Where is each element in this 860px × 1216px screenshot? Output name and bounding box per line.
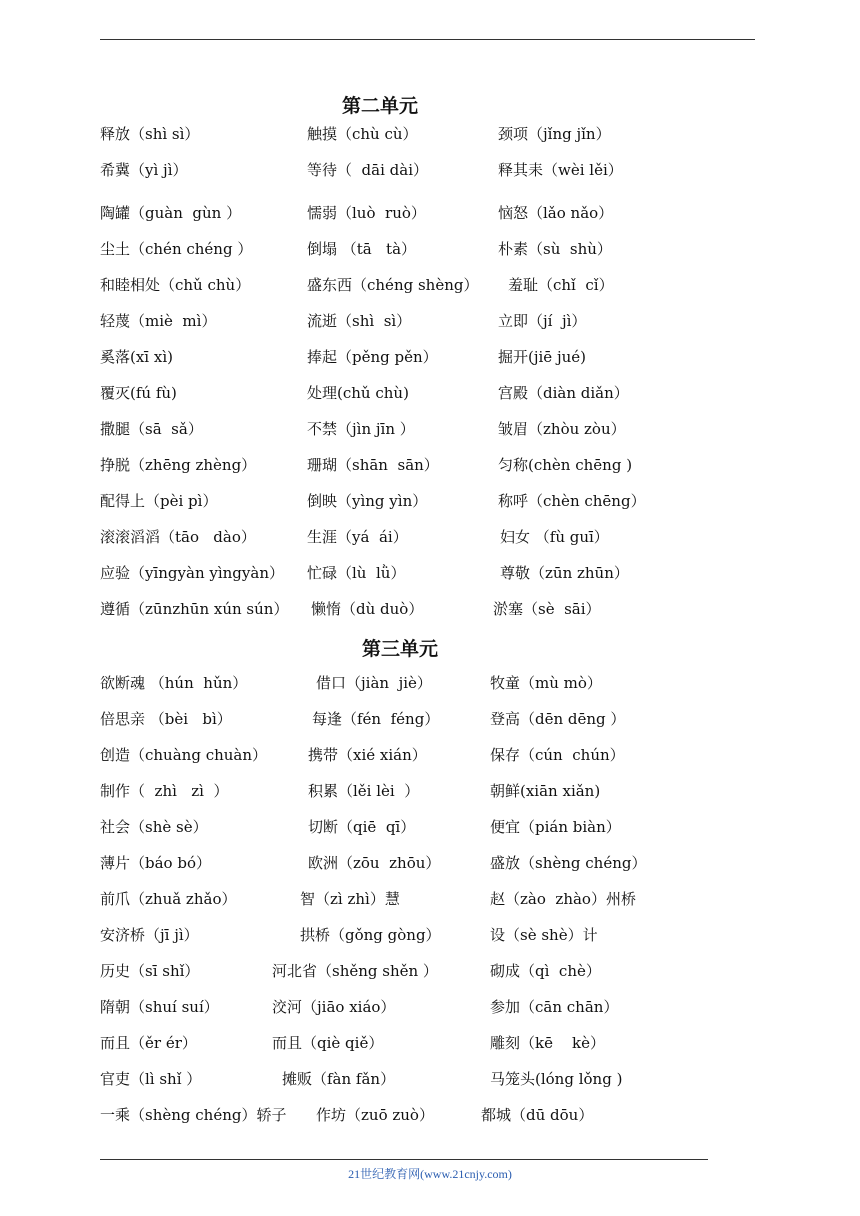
unit2-row xyxy=(0,381,860,405)
word-entry: 欲断魂 （hún hǔn） xyxy=(100,674,248,692)
unit2-row xyxy=(0,525,860,549)
word-entry: 和睦相处（chǔ chù） xyxy=(100,276,251,294)
word-entry: 皱眉（zhòu zòu） xyxy=(498,420,626,438)
unit2-row xyxy=(0,158,860,182)
word-entry: 便宜（pián biàn） xyxy=(490,818,621,836)
unit3-row xyxy=(0,851,860,875)
word-entry: 一乘（shèng chéng）轿子 xyxy=(100,1106,287,1124)
word-entry: 借口（jiàn jiè） xyxy=(316,674,432,692)
word-entry: 覆灭(fú fù) xyxy=(100,384,177,402)
word-entry: 作坊（zuō zuò） xyxy=(316,1106,434,1124)
word-entry: 官吏（lì shǐ ） xyxy=(100,1070,202,1088)
word-entry: 朝鲜(xiān xiǎn) xyxy=(490,782,601,800)
word-entry: 而且（qiè qiě） xyxy=(272,1034,384,1052)
unit2-row xyxy=(0,489,860,513)
word-entry: 保存（cún chún） xyxy=(490,746,625,764)
word-entry: 等待（ dāi dài） xyxy=(307,161,428,179)
word-entry: 历史（sī shǐ） xyxy=(100,962,200,980)
word-entry: 尊敬（zūn zhūn） xyxy=(500,564,629,582)
word-entry: 挣脱（zhēng zhèng） xyxy=(100,456,257,474)
word-entry: 处理(chǔ chù) xyxy=(307,384,409,402)
word-entry: 倒映（yìng yìn） xyxy=(307,492,428,510)
word-entry: 希冀（yì jì） xyxy=(100,161,188,179)
unit2-row xyxy=(0,273,860,297)
word-entry: 社会（shè sè） xyxy=(100,818,208,836)
unit2-row xyxy=(0,201,860,225)
word-entry: 陶罐（guàn gùn ） xyxy=(100,204,242,222)
word-entry: 安济桥（jī jì） xyxy=(100,926,199,944)
word-entry: 创造（chuàng chuàn） xyxy=(100,746,268,764)
unit2-row xyxy=(0,453,860,477)
word-entry: 羞耻（chǐ cǐ） xyxy=(508,276,614,294)
word-entry: 洨河（jiāo xiáo） xyxy=(272,998,396,1016)
unit3-row xyxy=(0,671,860,695)
unit3-row xyxy=(0,923,860,947)
word-entry: 忙碌（lù lǜ） xyxy=(307,564,406,582)
word-entry: 前爪（zhuǎ zhǎo） xyxy=(100,890,237,908)
unit2-title: 第二单元 xyxy=(342,95,419,117)
word-entry: 珊瑚（shān sān） xyxy=(307,456,439,474)
unit3-row xyxy=(0,1103,860,1127)
word-entry: 切断（qiē qī） xyxy=(308,818,416,836)
word-entry: 奚落(xī xì) xyxy=(100,348,173,366)
word-entry: 立即（jí jì） xyxy=(498,312,587,330)
word-entry: 流逝（shì sì） xyxy=(307,312,412,330)
unit3-row xyxy=(0,995,860,1019)
word-entry: 配得上（pèi pì） xyxy=(100,492,218,510)
unit3-row xyxy=(0,959,860,983)
word-entry: 捧起（pěng pěn） xyxy=(307,348,438,366)
word-entry: 欧洲（zōu zhōu） xyxy=(308,854,441,872)
word-entry: 盛东西（chéng shèng） xyxy=(307,276,479,294)
word-entry: 隋朝（shuí suí） xyxy=(100,998,219,1016)
word-entry: 赵（zào zhào）州桥 xyxy=(490,890,636,908)
unit3-row xyxy=(0,1067,860,1091)
word-entry: 智（zì zhì）慧 xyxy=(300,890,400,908)
footer-rule xyxy=(100,1159,708,1160)
word-entry: 淤塞（sè sāi） xyxy=(493,600,601,618)
word-entry: 遵循（zūnzhūn xún sún） xyxy=(100,600,289,618)
unit3-row xyxy=(0,779,860,803)
word-entry: 释其耒（wèi lěi） xyxy=(498,161,623,179)
word-entry: 薄片（báo bó） xyxy=(100,854,211,872)
unit2-row xyxy=(0,597,860,621)
word-entry: 释放（shì sì） xyxy=(100,125,200,143)
word-entry: 拱桥（gǒng gòng） xyxy=(300,926,441,944)
word-entry: 掘开(jiē jué) xyxy=(498,348,586,366)
word-entry: 触摸（chù cù） xyxy=(307,125,418,143)
unit3-row xyxy=(0,887,860,911)
word-entry: 登高（dēn dēng ） xyxy=(490,710,626,728)
word-entry: 轻蔑（miè mì） xyxy=(100,312,217,330)
word-entry: 积累（lěi lèi ） xyxy=(308,782,420,800)
word-entry: 懒惰（dù duò） xyxy=(311,600,424,618)
word-entry: 滚滚滔滔（tāo dào） xyxy=(100,528,256,546)
header-rule xyxy=(100,39,755,40)
word-entry: 懦弱（luò ruò） xyxy=(307,204,426,222)
word-entry: 宫殿（diàn diǎn） xyxy=(498,384,629,402)
unit2-row xyxy=(0,237,860,261)
unit3-row xyxy=(0,707,860,731)
word-entry: 撒腿（sā sǎ） xyxy=(100,420,203,438)
unit3-row xyxy=(0,815,860,839)
word-entry: 设（sè shè）计 xyxy=(490,926,598,944)
word-entry: 颈项（jǐng jǐn） xyxy=(498,125,611,143)
word-entry: 盛放（shèng chéng） xyxy=(490,854,647,872)
word-entry: 携带（xié xián） xyxy=(308,746,427,764)
unit2-row xyxy=(0,345,860,369)
word-entry: 妇女 （fù guī） xyxy=(500,528,609,546)
word-entry: 朴素（sù shù） xyxy=(498,240,612,258)
word-entry: 恼怒（lǎo nǎo） xyxy=(498,204,614,222)
word-entry: 都城（dū dōu） xyxy=(481,1106,594,1124)
word-entry: 雕刻（kē kè） xyxy=(490,1034,606,1052)
word-entry: 而且（ěr ér） xyxy=(100,1034,197,1052)
word-entry: 牧童（mù mò） xyxy=(490,674,602,692)
unit2-row xyxy=(0,417,860,441)
word-entry: 马笼头(lóng lǒng ) xyxy=(490,1070,623,1088)
word-entry: 尘土（chén chéng ） xyxy=(100,240,253,258)
word-entry: 每逢（fén féng） xyxy=(312,710,440,728)
word-entry: 倒塌 （tā tà） xyxy=(307,240,417,258)
word-entry: 称呼（chèn chēng） xyxy=(498,492,646,510)
footer-source: 21世纪教育网(www.21cnjy.com) xyxy=(348,1167,512,1181)
word-entry: 应验（yīngyàn yìngyàn） xyxy=(100,564,284,582)
word-entry: 生涯（yá ái） xyxy=(307,528,408,546)
unit3-row xyxy=(0,743,860,767)
word-entry: 参加（cān chān） xyxy=(490,998,619,1016)
word-entry: 倍思亲 （bèi bì） xyxy=(100,710,232,728)
unit2-row xyxy=(0,561,860,585)
word-entry: 砌成（qì chè） xyxy=(490,962,601,980)
unit3-row xyxy=(0,1031,860,1055)
word-entry: 摊贩（fàn fǎn） xyxy=(282,1070,396,1088)
word-entry: 河北省（shěng shěn ） xyxy=(272,962,438,980)
unit2-row xyxy=(0,122,860,146)
unit2-row xyxy=(0,309,860,333)
unit3-title: 第三单元 xyxy=(362,638,439,660)
word-entry: 匀称(chèn chēng ) xyxy=(498,456,633,474)
word-entry: 制作（ zhì zì ） xyxy=(100,782,229,800)
word-entry: 不禁（jìn jīn ） xyxy=(307,420,415,438)
